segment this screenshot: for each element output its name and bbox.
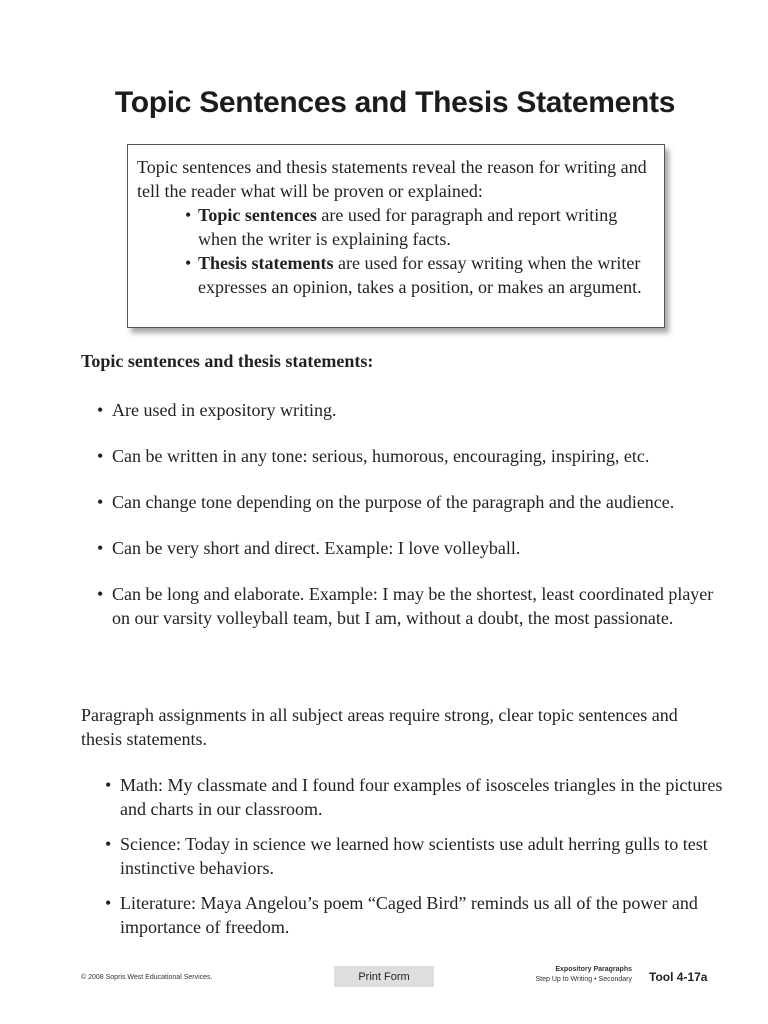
section-heading: Topic sentences and thesis statements:	[81, 351, 374, 371]
intro-list	[137, 203, 650, 299]
intro-item-topic-sentences	[185, 203, 650, 251]
characteristics-list	[97, 398, 722, 652]
series-subtitle: Step Up to Writing • Secondary	[535, 976, 632, 983]
list-item: • Can be written in any tone: serious, humorous, encouraging, inspiring, etc.	[97, 444, 722, 468]
tool-number: Tool 4-17a	[649, 970, 708, 984]
list-item: • Literature: Maya Angelou’s poem “Caged Bird” reminds us all of the power and importance of freedom.	[105, 891, 725, 939]
intro-item-text: are used for paragraph and report writing when the writer is explaining facts.	[198, 205, 618, 249]
intro-item-thesis-statements	[185, 251, 650, 299]
list-item: • Math: My classmate and I found four examples of isosceles triangles in the pictures and charts in our classroom.	[105, 773, 725, 821]
assignments-paragraph: Paragraph assignments in all subject areas require strong, clear topic sentences and thesis statements.	[81, 705, 678, 749]
list-item: • Can change tone depending on the purpose of the paragraph and the audience.	[97, 490, 722, 514]
list-item: • Science: Today in science we learned how scientists use adult herring gulls to test instinctive behaviors.	[105, 832, 725, 880]
intro-box	[127, 144, 665, 328]
series-info	[536, 965, 632, 985]
list-item: • Are used in expository writing.	[97, 398, 722, 422]
examples-list	[105, 773, 725, 950]
print-form-button[interactable]: Print Form	[334, 966, 434, 987]
intro-text: Topic sentences and thesis statements reveal the reason for writing and tell the reader what will be proven or explained:	[137, 157, 647, 201]
copyright-notice: © 2008 Sopris West Educational Services.	[81, 974, 213, 981]
page-title: Topic Sentences and Thesis Statements	[114, 86, 676, 119]
intro-item-term: Thesis statements	[198, 253, 334, 273]
series-title: Expository Paragraphs	[555, 966, 632, 973]
intro-item-term: Topic sentences	[198, 205, 317, 225]
list-item: • Can be very short and direct. Example: I love volleyball.	[97, 536, 722, 560]
intro-item-text: are used for essay writing when the writer expresses an opinion, takes a position, or makes an argument.	[198, 253, 642, 297]
list-item: • Can be long and elaborate. Example: I may be the shortest, least coordinated player on our varsity volleyball team, but I am, without a doubt, the most passionate.	[97, 582, 722, 630]
